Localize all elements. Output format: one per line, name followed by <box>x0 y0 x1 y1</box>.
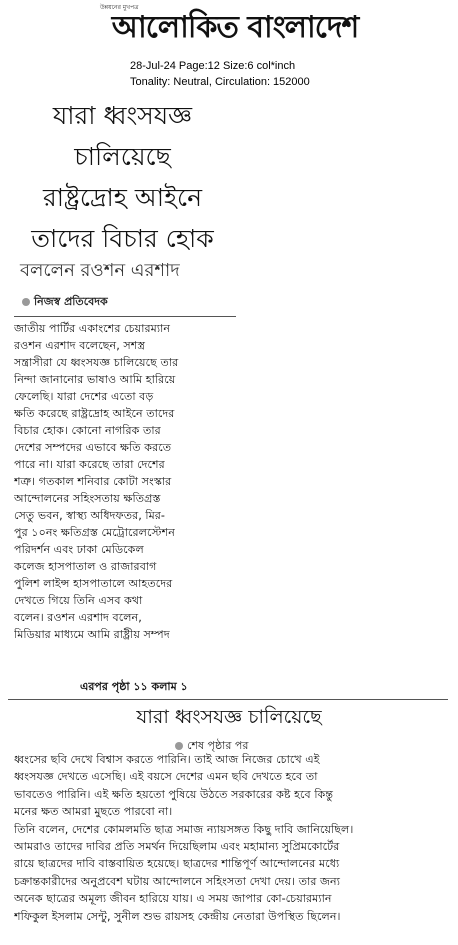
body-line: রওশন এরশাদ বলেছেন, সশস্ত্র <box>14 339 146 352</box>
body-line: রায়ে ছাত্রদের দাবি বাস্তবায়িত হয়েছে। ছাত্রদের শান্তিপূর্ণ আন্দোলনের মধ্যে <box>14 857 340 871</box>
reporter-byline <box>22 293 108 312</box>
article-headline <box>0 95 245 259</box>
article-body <box>14 320 239 643</box>
body-line: চক্রান্তকারীদের অনুপ্রবেশ ঘটায় আন্দোলনে সহিংসতা দেখা দেয়। তার জন্য <box>14 874 340 888</box>
body-line: ক্ষতি করেছে রাষ্ট্রদ্রোহ আইনে তাদের <box>14 407 175 420</box>
bullet-icon <box>22 298 30 306</box>
body-line: শত্রু। গতকাল শনিবার কোটা সংস্কার <box>14 475 172 488</box>
headline-line: যারা ধ্বংসযজ্ঞ <box>52 101 193 130</box>
body-line: মনের ক্ষত আমরা মুছতে পারবো না। <box>14 805 173 819</box>
bullet-icon <box>175 742 183 750</box>
body-line: সন্ত্রাসীরা যে ধ্বংসযজ্ঞ চালিয়েছে তার <box>14 356 179 369</box>
body-line: জাতীয় পার্টির একাংশের চেয়ারম্যান <box>14 322 171 335</box>
body-line: নিন্দা জানানোর ভাষাও আমি হারিয়ে <box>14 373 176 386</box>
body-line: ফেলেছি। যারা দেশের এতো বড় <box>14 390 154 403</box>
continued-on-note: এরপর পৃষ্ঠা ১১ কলাম ১ <box>80 680 188 693</box>
body-line: পুর ১০নং ক্ষতিগ্রস্ত মেট্রোরেলস্টেশন <box>14 526 175 539</box>
body-line: বলেন। রওশন এরশাদ বলেন, <box>14 611 142 624</box>
body-line: ভাবতেও পারিনি। এই ক্ষতি হয়তো পুষিয়ে উঠতে সরকারের কষ্ট হবে কিন্তু <box>14 787 334 801</box>
body-line: ধ্বংসযজ্ঞ দেখতে এসেছি। এই বয়সে দেশের এমন ছবি দেখতে হবে তা <box>14 770 318 784</box>
body-line: পুলিশ লাইন্স হাসপাতালে আহতদের <box>14 577 173 590</box>
body-line: আমরাও তাদের দাবির প্রতি সমর্থন দিয়েছিলাম এবং মহামান্য সুপ্রিমকোর্টের <box>14 840 340 854</box>
headline-line: রাষ্ট্রদ্রোহ আইনে <box>42 183 203 212</box>
clipping-meta-line1: 28-Jul-24 Page:12 Size:6 col*inch <box>130 60 296 72</box>
body-line: কলেজ হাসপাতাল ও রাজারবাগ <box>14 560 157 573</box>
body-line: আন্দোলনের সহিংসতায় ক্ষতিগ্রস্ত <box>14 492 161 505</box>
reporter-name: নিজস্ব প্রতিবেদক <box>34 295 108 308</box>
article-subhead: বললেন রওশন এরশাদ <box>20 260 180 281</box>
body-line: পারে না। যারা করেছে তারা দেশের <box>14 458 165 471</box>
clipping-meta-line2: Tonality: Neutral, Circulation: 152000 <box>130 76 310 88</box>
masthead-tagline: উন্নয়নের মুখপত্র <box>100 4 139 11</box>
body-line: শফিকুল ইসলাম সেন্টু, সুনীল শুভ রায়সহ কেন্দ্রীয় নেতারা উপস্থিত ছিলেন। <box>14 909 341 923</box>
divider <box>8 699 448 700</box>
body-line: বিচার হোক। কোনো নাগরিক তার <box>14 424 161 437</box>
divider <box>14 316 236 317</box>
body-line: অনেক ছাত্রের অমূল্য জীবন হারিয়ে যায়। এ সময় জাপার কো-চেয়ারম্যান <box>14 892 332 906</box>
headline-line: চালিয়েছে <box>74 142 171 171</box>
continuation-label-text: শেষ পৃষ্ঠার পর <box>187 739 249 752</box>
headline-line: তাদের বিচার হোক <box>31 224 214 253</box>
newspaper-logo: আলোকিত বাংলাদেশ <box>111 9 359 45</box>
body-line: দেশের সম্পদের এভাবে ক্ষতি করতে <box>14 441 172 454</box>
body-line: ধ্বংসের ছবি দেখে বিশ্বাস করতে পারিনি। তাই আজ নিজের চোখে এই <box>14 753 320 766</box>
continuation-body <box>14 751 450 925</box>
continuation-headline: যারা ধ্বংসযজ্ঞ চালিয়েছে <box>136 706 322 728</box>
body-line: দেখতে গিয়ে তিনি এসব কথা <box>14 594 143 607</box>
body-line: পরিদর্শন এবং ঢাকা মেডিকেল <box>14 543 144 556</box>
body-line: তিনি বলেন, দেশের কোমলমতি ছাত্র সমাজ ন্যায়সঙ্গত কিছু দাবি জানিয়েছিল। <box>14 822 354 836</box>
body-line: মিডিয়ার মাধ্যমে আমি রাষ্ট্রীয় সম্পদ <box>14 628 170 641</box>
body-line: সেতু ভবন, স্বাস্থ্য অধিদফতর, মির- <box>14 509 165 522</box>
